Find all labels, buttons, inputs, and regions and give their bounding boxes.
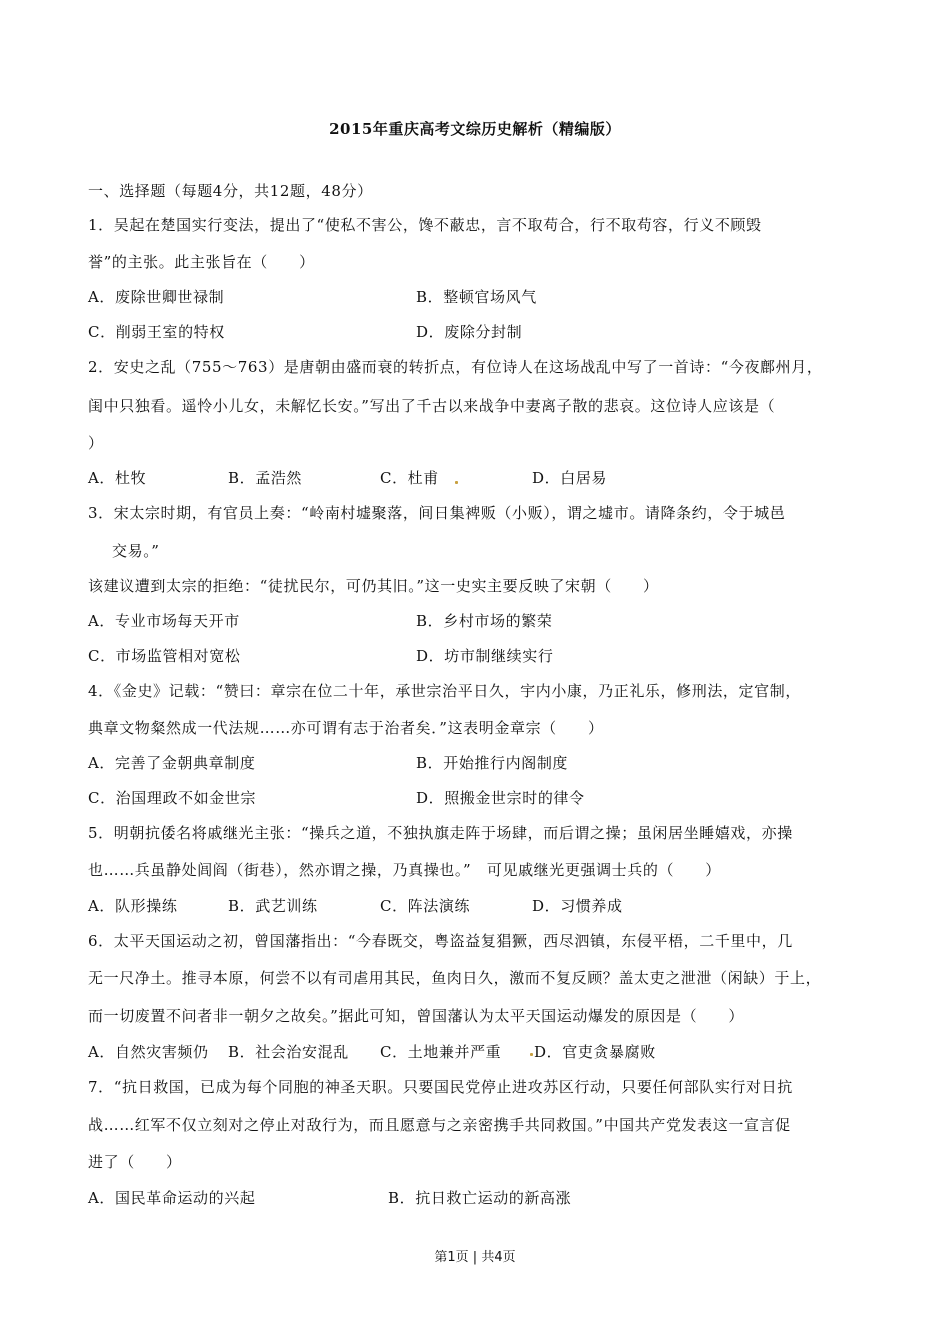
question-3-line-3: 该建议遭到太宗的拒绝：“徒扰民尔，可仍其旧。”这一史实主要反映了宋朝（ ） <box>88 577 659 595</box>
question-2-option-a: A．杜牧 <box>88 469 147 487</box>
scan-speck <box>530 1053 533 1056</box>
question-4-line-1: 4．《金史》记载：“赞曰：章宗在位二十年，承世宗治平日久，宇内小康，乃正礼乐，修刑法，定官制， <box>88 682 801 700</box>
question-1-line-1: 1．吴起在楚国实行变法，提出了“使私不害公，馋不蔽忠，言不取苟合，行不取苟容，行义不顾毁 <box>88 216 762 234</box>
question-3-line-1: 3．宋太宗时期，有官员上奏：“岭南村墟聚落，间日集裨贩（小贩），谓之墟市。请降条约，令于城邑 <box>88 504 786 522</box>
question-3-option-d: D．坊市制继续实行 <box>416 647 554 665</box>
question-3-option-b: B．乡村市场的繁荣 <box>416 612 553 630</box>
question-5-option-d: D．习惯养成 <box>532 897 623 915</box>
question-4-option-b: B．开始推行内阁制度 <box>416 754 569 772</box>
question-6-line-2: 无一尺净土。推寻本原，何尝不以有司虐用其民，鱼肉日久，激而不复反顾？盖太吏之泄泄（闲缺）于上， <box>88 969 822 987</box>
question-3-line-2: 交易。” <box>112 542 160 560</box>
page-title: 2015年重庆高考文综历史解析（精编版） <box>329 120 621 138</box>
question-6-line-1: 6．太平天国运动之初，曾国藩指出：“今春既交，粤盗益复猖獗，西尽泗镇，东侵平梧，二千里中，几 <box>88 932 793 950</box>
question-7-option-b: B．抗日救亡运动的新高涨 <box>388 1189 572 1207</box>
question-5-option-c: C．阵法演练 <box>380 897 471 915</box>
question-2-line-3: ） <box>88 434 104 452</box>
question-7-option-a: A．国民革命运动的兴起 <box>88 1189 256 1207</box>
question-2-option-c: C．杜甫 <box>380 469 439 487</box>
question-2-line-1: 2．安史之乱（755～763）是唐朝由盛而衰的转折点，有位诗人在这场战乱中写了一首诗：“今夜鄜州月， <box>88 358 823 376</box>
question-6-line-3: 而一切废置不问者非一朝夕之故矣。”据此可知，曾国藩认为太平天国运动爆发的原因是（ ） <box>88 1007 744 1025</box>
question-1-option-c: C．削弱王室的特权 <box>88 323 225 341</box>
question-6-option-c: C．土地兼并严重 <box>380 1043 502 1061</box>
question-7-line-2: 战……红军不仅立刻对之停止对敌行为，而且愿意与之亲密携手共同救国。”中国共产党发表这一宣言促 <box>88 1116 791 1134</box>
question-7-line-3: 进了（ ） <box>88 1153 182 1171</box>
question-6-option-a: A．自然灾害频仍 <box>88 1043 209 1061</box>
question-1-option-a: A．废除世卿世禄制 <box>88 288 225 306</box>
question-2-option-b: B．孟浩然 <box>228 469 303 487</box>
question-1-option-b: B．整顿官场风气 <box>416 288 537 306</box>
scan-speck <box>455 481 458 484</box>
question-5-line-2: 也……兵虽静处闾阎（街巷），然亦谓之操，乃真操也。” 可见戚继光更强调士兵的（ ） <box>88 861 721 879</box>
question-4-option-d: D．照搬金世宗时的律令 <box>416 789 585 807</box>
question-4-option-c: C．治国理政不如金世宗 <box>88 789 257 807</box>
question-2-option-d: D．白居易 <box>532 469 608 487</box>
question-7-line-1: 7．“抗日救国，已成为每个同胞的神圣天职。只要国民党停止进攻苏区行动，只要任何部队实行对日抗 <box>88 1078 793 1096</box>
question-2-line-2: 闺中只独看。遥怜小儿女，未解忆长安。”写出了千古以来战争中妻离子散的悲哀。这位诗人应该是（ <box>88 397 776 415</box>
question-6-option-d: D．官吏贪暴腐败 <box>534 1043 656 1061</box>
question-4-option-a: A．完善了金朝典章制度 <box>88 754 256 772</box>
question-5-line-1: 5．明朝抗倭名将戚继光主张：“操兵之道，不独执旗走阵于场肆，而后谓之操；虽闲居坐睡嬉戏，亦操 <box>88 824 793 842</box>
question-1-option-d: D．废除分封制 <box>416 323 523 341</box>
question-5-option-b: B．武艺训练 <box>228 897 318 915</box>
question-3-option-a: A．专业市场每天开市 <box>88 612 240 630</box>
question-4-line-2: 典章文物粲然成一代法规……亦可谓有志于治者矣．”这表明金章宗（ ） <box>88 719 604 737</box>
question-5-option-a: A．队形操练 <box>88 897 178 915</box>
question-3-option-c: C．市场监管相对宽松 <box>88 647 241 665</box>
question-1-line-2: 誉”的主张。此主张旨在（ ） <box>88 253 315 271</box>
page-footer: 第1页 | 共4页 <box>434 1250 516 1265</box>
question-6-option-b: B．社会治安混乱 <box>228 1043 349 1061</box>
section-heading: 一、选择题（每题4分，共12题，48分） <box>88 182 373 200</box>
